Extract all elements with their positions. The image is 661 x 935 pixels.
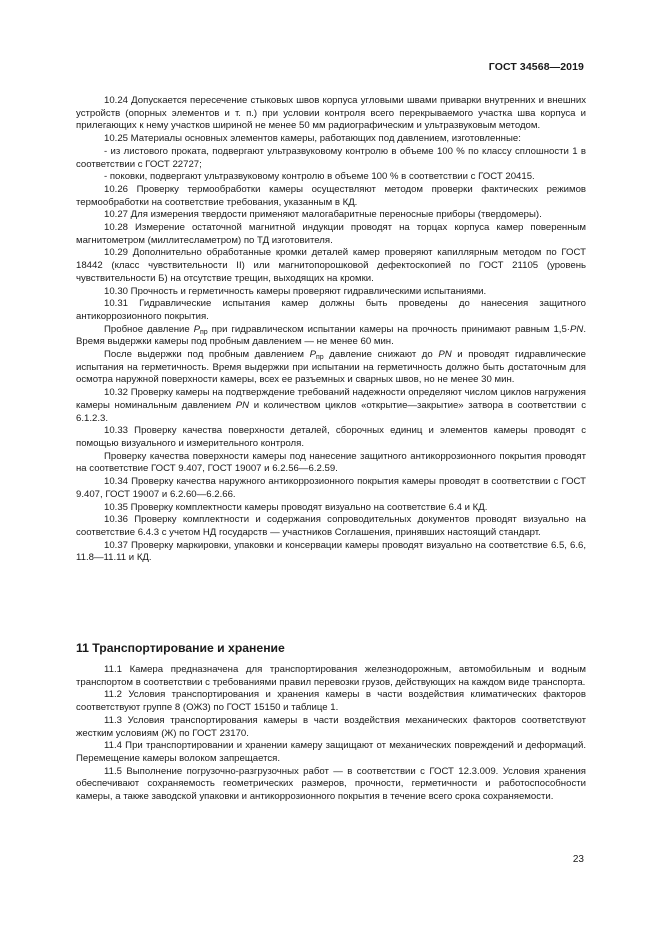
pn-symbol: PN <box>438 349 452 361</box>
paragraph-10-37: 10.37 Проверку маркировки, упаковки и консервации камеры проводят визуально на соответствие 6.5, 6.6, 11.8—11.11 и КД. <box>76 539 586 564</box>
paragraph-10-31: 10.31 Гидравлические испытания камер должны быть проведены до нанесения защитного антикоррозионного покрытия. <box>76 298 586 322</box>
paragraph-10-26: 10.26 Проверку термообработки камеры осуществляют методом проверки фактических режимов термообработки на соответствие требования, указанным в КД. <box>76 183 586 208</box>
list-item-forgings: - поковки, подвергают ультразвуковому контролю в объеме 100 % в соответствии с ГОСТ 20415. <box>104 171 535 183</box>
pn-symbol: PN <box>570 323 584 335</box>
paragraph-10-30: 10.30 Прочность и герметичность камеры проверяют гидравлическими испытаниями. <box>104 285 487 297</box>
section-10-body <box>76 95 586 565</box>
paragraph-11-1: 11.1 Камера предназначена для транспортирования железнодорожным, автомобильным и водным транспортом в соответствии с требованиями правил перевозки грузов, действующих на каждом виде транспорта. <box>76 664 586 688</box>
paragraph-10-36: 10.36 Проверку комплектности и содержания сопроводительных документов проводят визуально на соответствие 6.4.3 с учетом НД государств — участников Соглашения, принявших настоящий стандарт. <box>76 514 586 538</box>
text-run: . Время выдержки камеры под пробным давлением — не менее 60 мин. <box>76 323 586 348</box>
pressure-symbol: P <box>193 323 201 335</box>
text-run: и проводят гидравлические испытания на герметичность. Время выдержки при испытании на герметичность должно быть достаточным для осмотра наружной поверхности камеры, всех ее разъемных и сварных швов, но не менее 30 мин. <box>76 349 586 386</box>
text-run: Пробное давление <box>104 323 194 335</box>
section-11-body <box>76 664 586 804</box>
paragraph-10-32 <box>76 387 586 425</box>
text-run: 10.32 Проверку камеры на подтверждение требований надежности определяют числом циклов нагружения камеры номинальным давлением <box>76 387 586 411</box>
paragraph-11-2: 11.2 Условия транспортирования и хранения камеры в части воздействия климатических факторов соответствуют группе 8 (ОЖ3) по ГОСТ 15150 и таблице 1. <box>76 689 586 714</box>
pressure-subscript: пр <box>200 328 208 336</box>
pn-symbol: PN <box>235 399 250 411</box>
pressure-subscript: пр <box>316 354 324 362</box>
paragraph-10-24: 10.24 Допускается пересечение стыковых швов корпуса угловыми швами приварки внутренних и внешних устройств (опорных элементов и т. п.) при условии контроля всего перекрываемого участка шва корпуса и прилегающих к нему участков шириной не менее 50 мм радиографическим и ультразвуковым методом. <box>76 95 586 132</box>
paragraph-after-hold <box>76 349 586 387</box>
paragraph-11-4: 11.4 При транспортировании и хранении камеру защищают от механических повреждений и деформаций. Перемещение камеры волоком запрещается. <box>76 740 586 764</box>
list-item-sheet: - из листового проката, подвергают ультразвуковому контролю в объеме 100 % по классу сплошности 1 в соответствии с ГОСТ 22727; <box>76 145 586 170</box>
paragraph-10-35: 10.35 Проверку комплектности камеры проводят визуально на соответствие 6.4 и КД. <box>104 501 488 513</box>
text-run: После выдержки под пробным давлением <box>104 349 310 361</box>
paragraph-11-3: 11.3 Условия транспортирования камеры в части воздействия механических факторов соответствуют жестким условиям (Ж) по ГОСТ 23170. <box>76 714 586 739</box>
paragraph-11-5: 11.5 Выполнение погрузочно-разгрузочных работ — в соответствии с ГОСТ 12.3.009. Условия хранения обеспечивают сохраняемость геометрических размеров, прочности, герметичности и работоспособности камеры, а также заводской упаковки и антикоррозионного покрытия в течение всего срока сохраняемости. <box>76 765 586 803</box>
paragraph-10-25: 10.25 Материалы основных элементов камеры, работающих под давлением, изготовленные: <box>104 133 521 145</box>
paragraph-10-33-cont: Проверку качества поверхности камеры под нанесение защитного антикоррозионного покрытия проводят на соответствие ГОСТ 9.407, ГОСТ 19007 и 6.2.56—6.2.59. <box>76 450 586 475</box>
section-11-title: 11 Транспортирование и хранение <box>76 641 285 655</box>
paragraph-test-pressure <box>76 324 586 349</box>
standard-header: ГОСТ 34568—2019 <box>488 61 584 73</box>
paragraph-10-28: 10.28 Измерение остаточной магнитной индукции проводят на торцах корпуса камер поверенным магнитометром (миллитесламетром) по ТД изготовителя. <box>76 222 586 246</box>
paragraph-10-34: 10.34 Проверку качества наружного антикоррозионного покрытия камеры проводят в соответствии с ГОСТ 9.407, ГОСТ 19007 и 6.2.60—6.2.66. <box>76 476 586 500</box>
paragraph-10-33: 10.33 Проверку качества поверхности деталей, сборочных единиц и элементов камеры проводят с помощью визуального и измерительного контроля. <box>76 425 586 449</box>
paragraph-10-29: 10.29 Дополнительно обработанные кромки деталей камер проверяют капиллярным методом по ГОСТ 18442 (класс чувствительности II) или магнитопорошковой дефектоскопией по ГОСТ 21105 (уровень чувствительности Б) на отсутствие трещин, выходящих на кромки. <box>76 247 586 284</box>
paragraph-10-27: 10.27 Для измерения твердости применяют малогабаритные переносные приборы (твердомеры). <box>104 209 542 221</box>
text-run: давление снижают до <box>323 349 439 361</box>
pressure-symbol: P <box>309 349 316 361</box>
text-run: при гидравлическом испытании камеры на прочность принимают равным 1,5· <box>207 323 570 335</box>
page-number: 23 <box>572 854 584 865</box>
text-run: и количеством циклов «открытие—закрытие» затвора в соответствии с 6.1.2.3. <box>76 399 586 424</box>
